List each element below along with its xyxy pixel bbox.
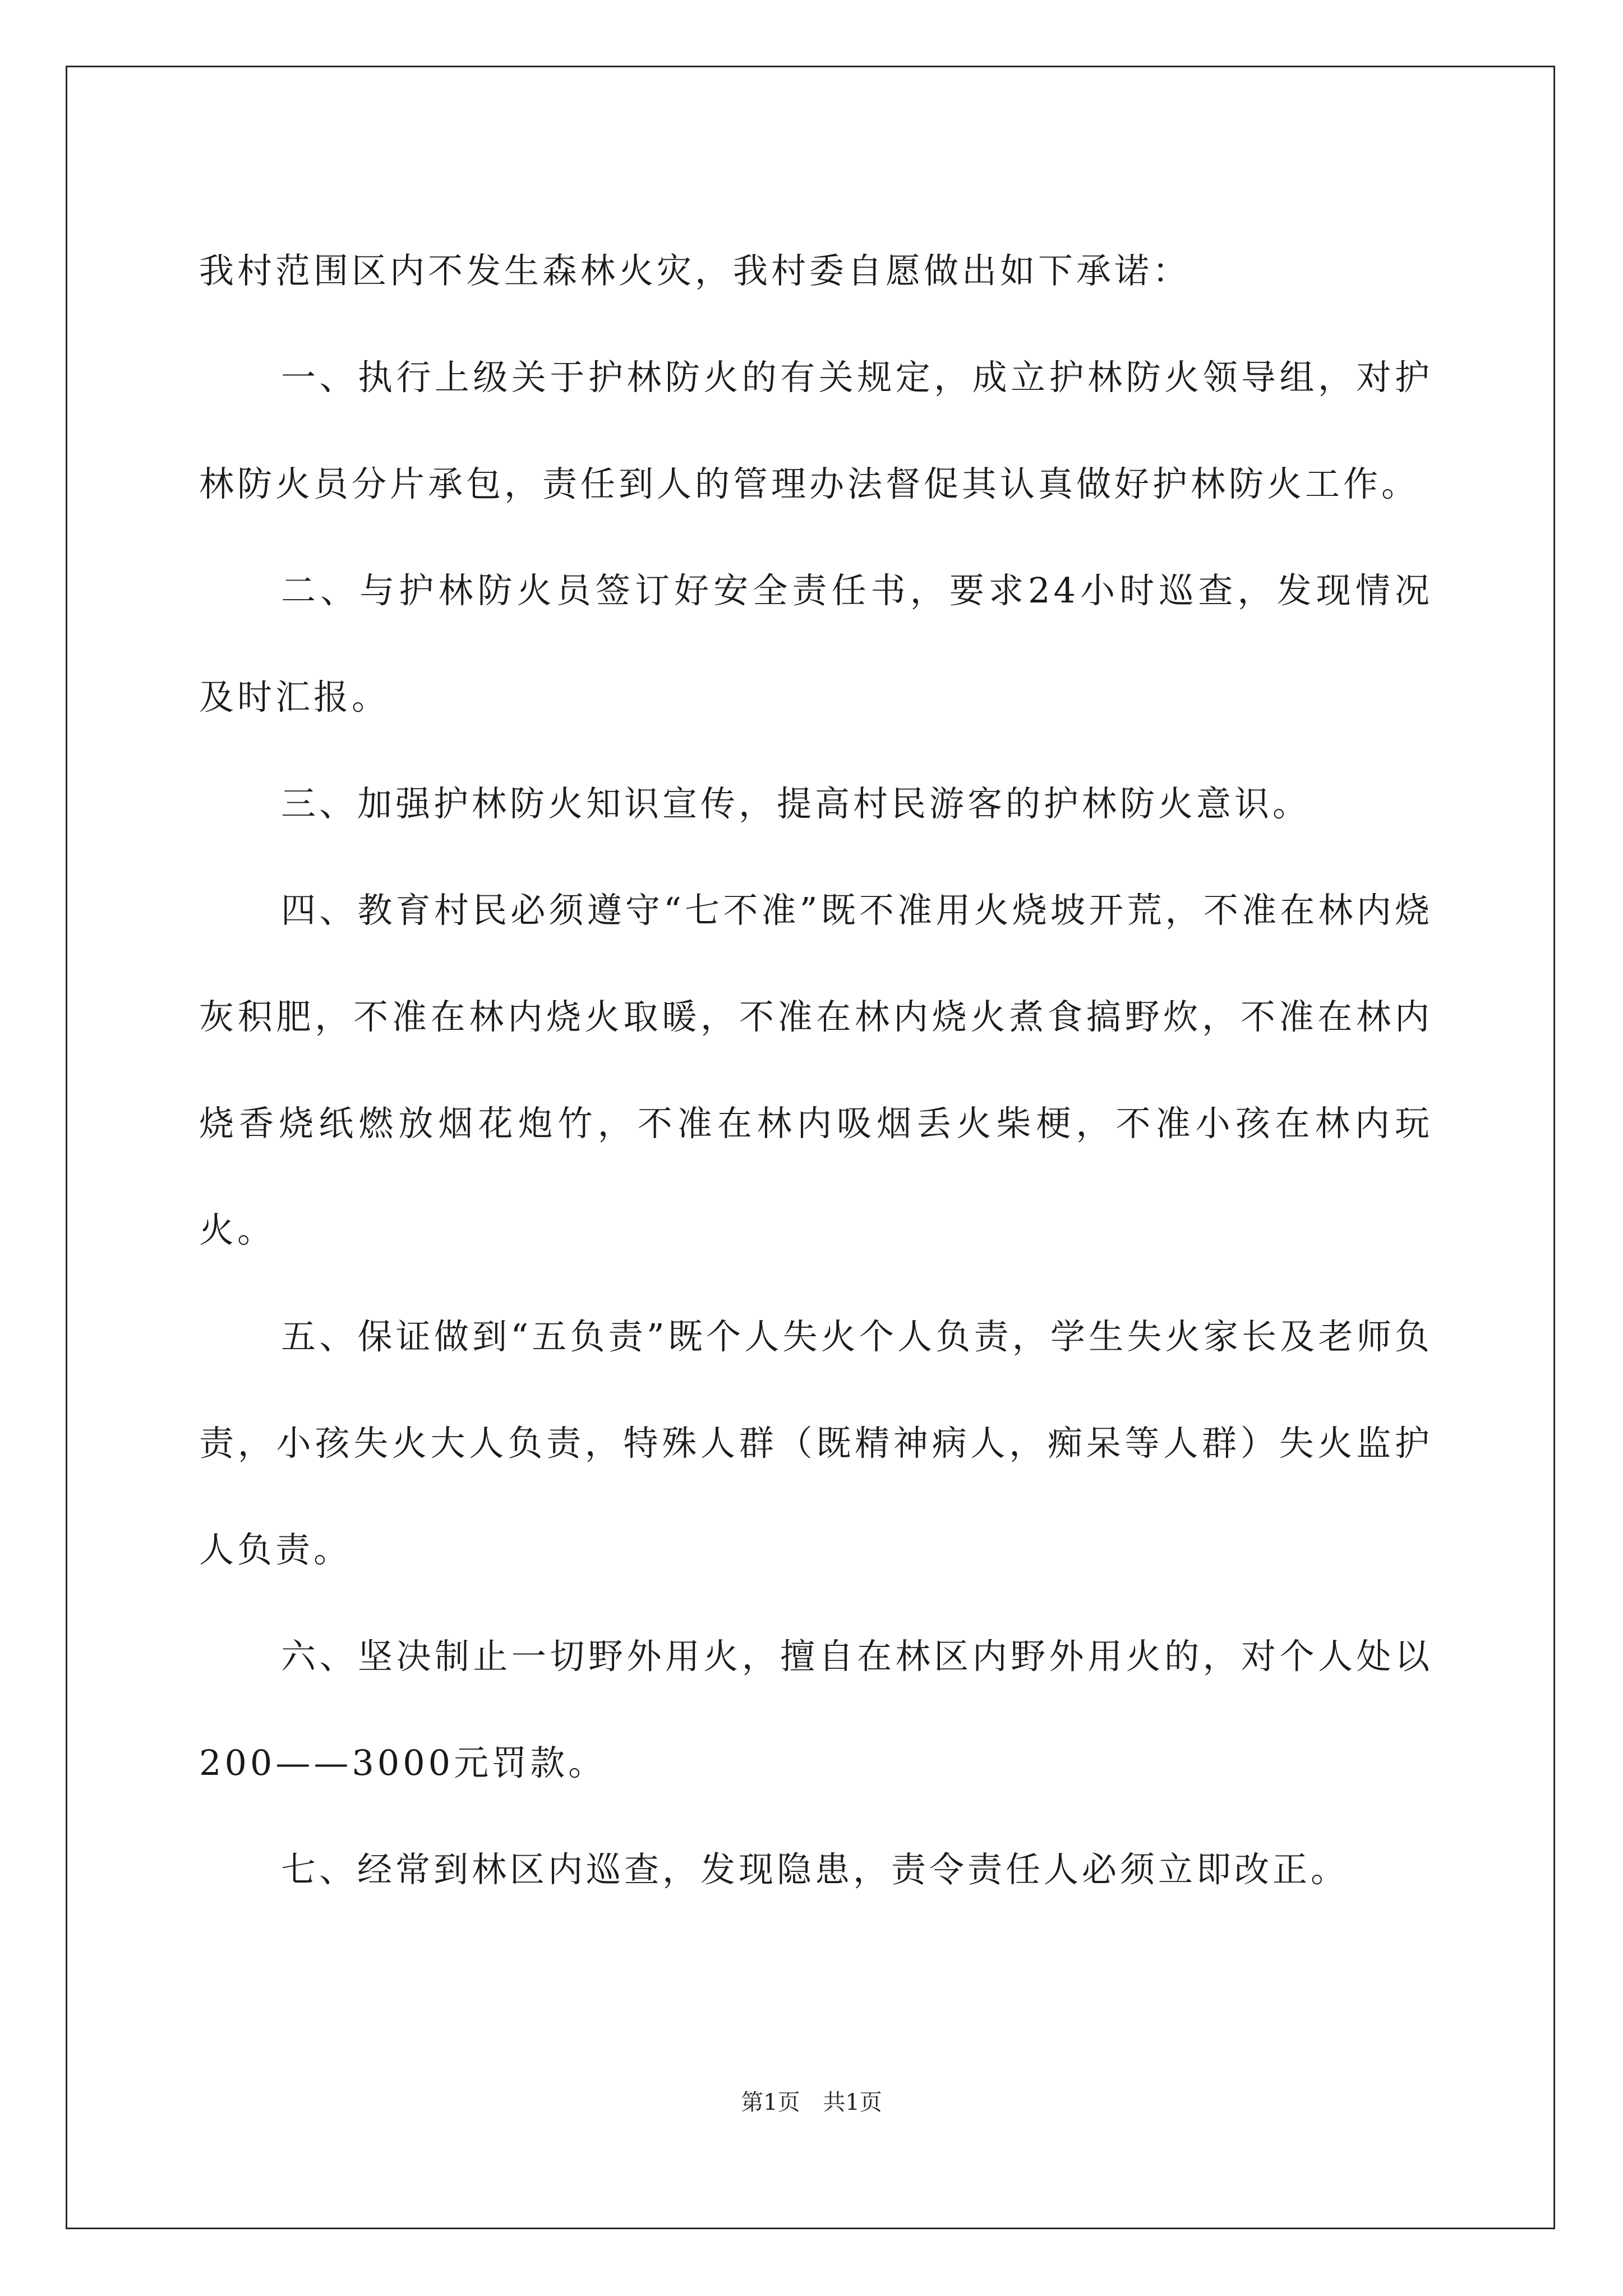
paragraph-item-5: 五、保证做到“五负责”既个人失火个人负责，学生失火家长及老师负责，小孩失火大人负责，特殊人群（既精神病人，痴呆等人群）失火监护人负责。	[199, 1316, 1433, 1570]
paragraph-item-2: 二、与护林防火员签订好安全责任书，要求24小时巡查，发现情况及时汇报。	[199, 570, 1433, 717]
paragraph-item-3: 三、加强护林防火知识宣传，提高村民游客的护林防火意识。	[281, 783, 1311, 824]
page-footer	[0, 2086, 1623, 2119]
paragraph-item-1: 一、执行上级关于护林防火的有关规定，成立护林防火领导组，对护林防火员分片承包，责任到人的管理办法督促其认真做好护林防火工作。	[199, 357, 1433, 504]
paragraph-item-7: 七、经常到林区内巡查，发现隐患，责令责任人必须立即改正。	[281, 1849, 1349, 1890]
document-body	[199, 218, 1433, 1923]
page-number: 第1页	[741, 2090, 800, 2115]
paragraph-intro: 我村范围区内不发生森林火灾，我村委自愿做出如下承诺：	[199, 250, 1191, 291]
page-total: 共1页	[823, 2090, 882, 2115]
paragraph-item-6: 六、坚决制止一切野外用火，擅自在林区内野外用火的，对个人处以200——3000元罚款。	[199, 1636, 1433, 1783]
paragraph-item-4: 四、教育村民必须遵守“七不准”既不准用火烧坡开荒，不准在林内烧灰积肥，不准在林内烧火取暖，不准在林内烧火煮食搞野炊，不准在林内烧香烧纸燃放烟花炮竹，不准在林内吸烟丢火柴梗，不准小孩在林内玩火。	[199, 890, 1433, 1250]
